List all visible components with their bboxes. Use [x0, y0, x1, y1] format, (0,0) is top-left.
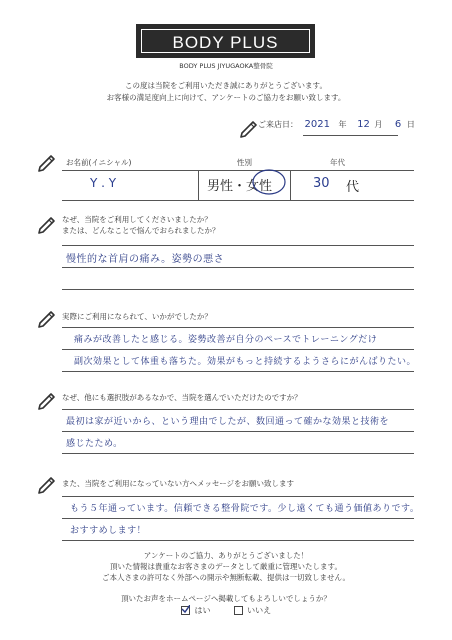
q1-answer-1: 慢性的な首肩の痛み。姿勢の悪さ	[66, 254, 225, 265]
date-underline	[303, 135, 398, 136]
q3-question: なぜ、他にも選択肢があるなかで、当院を選んでいただけたのですか？	[62, 393, 302, 402]
q4-answer-2: おすすめします！	[70, 526, 147, 536]
q3-rule-2	[62, 431, 414, 432]
profile-bottom-rule	[62, 200, 414, 201]
q3-rule-3	[62, 453, 414, 454]
age-label: 年代	[330, 158, 345, 167]
visit-day: 6	[394, 119, 402, 130]
header-subtitle: BODY PLUS JIYUGAOKA整骨院	[179, 62, 273, 70]
consent-no-label: いいえ	[247, 606, 272, 615]
q3-rule-1	[62, 409, 414, 410]
consent-yes-checkbox[interactable]	[181, 606, 190, 615]
profile-divider-2	[290, 170, 291, 200]
q3-answer-2: 感じたため。	[66, 439, 123, 449]
intro-line-1: この度は当院をご利用いただき誠にありがとうございます。	[125, 81, 327, 90]
q4-rule-2	[62, 518, 414, 519]
q4-rule-1	[62, 496, 414, 497]
q2-answer-1: 痛みが改善したと感じる。姿勢改善が自分のペースでトレーニングだけ	[74, 335, 378, 345]
header-title: BODY PLUS	[141, 29, 310, 53]
intro-text	[0, 80, 452, 104]
q2-rule-3	[62, 371, 414, 372]
check-icon	[181, 605, 190, 614]
q4-question: また、当院をご利用になっていない方へメッセージをお願い致します	[62, 479, 295, 488]
consent-yes-label: はい	[194, 606, 211, 615]
pencil-icon	[36, 388, 58, 410]
age-value: 30	[313, 176, 330, 191]
q1-line-2: または、どんなことで悩んでおられましたか？	[62, 226, 220, 235]
footer-line-3: ご本人さまの許可なく外部への開示や無断転載、提供は一切致しません。	[102, 573, 350, 582]
intro-line-2: お客様の満足度向上に向けて、アンケートのご協力をお願い致します。	[106, 93, 346, 102]
q2-rule-2	[62, 349, 414, 350]
q2-rule-1	[62, 327, 414, 328]
profile-top-rule	[62, 170, 414, 171]
pencil-icon	[36, 212, 58, 234]
q1-question	[62, 214, 220, 236]
q4-answer-1: もう５年通っています。信頼できる整骨院です。少し遠くても通う価値ありです。	[70, 504, 420, 514]
gender-options: 男性・女性	[207, 179, 273, 194]
consent-question: 頂いたお声をホームページへ掲載してもよろしいでしょうか？	[121, 594, 331, 603]
visit-date	[258, 119, 415, 130]
pencil-icon	[36, 306, 58, 328]
profile-divider-1	[198, 170, 199, 200]
footer-line-1: アンケートのご協力、ありがとうございました！	[143, 551, 309, 560]
consent-options	[0, 605, 452, 616]
name-value: Y . Y	[90, 176, 117, 190]
header-logo-box	[136, 24, 315, 58]
q3-answer-1: 最初は家が近いから、という理由でしたが、数回通って確かな効果と技術を	[66, 417, 390, 427]
pencil-icon	[36, 150, 58, 172]
footer-notice	[0, 550, 452, 583]
q2-question: 実際にご利用になられて、いかがでしたか？	[62, 312, 212, 321]
footer-line-2: 頂いた情報は貴重なお客さまのデータとして厳重に管理いたします。	[110, 562, 342, 571]
month-unit: 月	[374, 120, 383, 129]
q2-answer-2: 副次効果として体重も落ちた。効果がもっと持続するようさらにがんばりたい。	[74, 357, 417, 367]
age-unit: 代	[346, 180, 360, 195]
year-unit: 年	[338, 120, 347, 129]
visit-date-label: ご来店日：	[258, 120, 298, 129]
q1-rule-3	[62, 289, 414, 290]
name-label: お名前(イニシャル)	[66, 158, 132, 167]
consent-no-checkbox[interactable]	[234, 606, 243, 615]
pencil-icon	[238, 116, 260, 138]
visit-year: 2021	[304, 119, 330, 130]
q1-rule-1	[62, 245, 414, 246]
gender-circle-mark	[250, 167, 290, 197]
q1-rule-2	[62, 267, 414, 268]
pencil-icon	[36, 472, 58, 494]
q1-line-1: なぜ、当院をご利用してくださいましたか？	[62, 215, 212, 224]
q4-rule-3	[62, 540, 414, 541]
day-unit: 日	[406, 120, 415, 129]
visit-month: 12	[357, 119, 370, 130]
gender-label: 性別	[237, 158, 252, 167]
